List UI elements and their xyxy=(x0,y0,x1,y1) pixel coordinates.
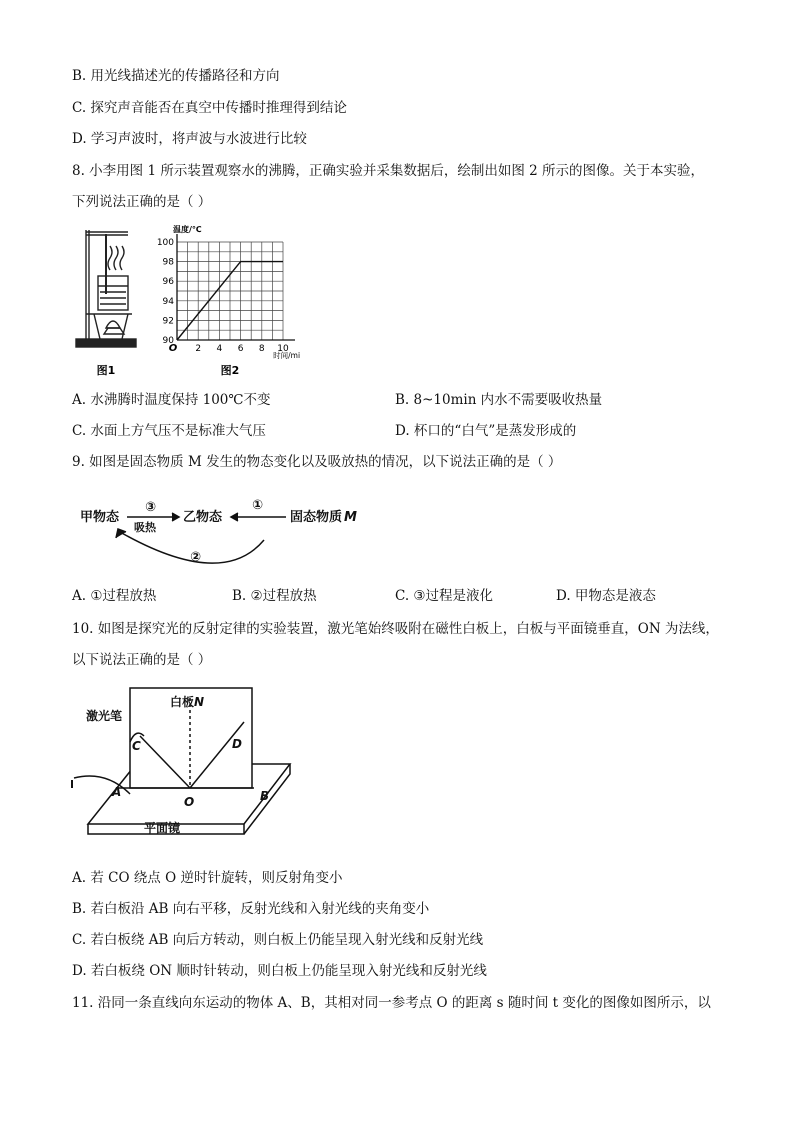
point-b-label: B xyxy=(260,789,270,803)
x-tick-label: 10 xyxy=(277,344,289,354)
q8-option-a[interactable]: A. 水沸腾时温度保持 100℃不变 xyxy=(72,392,271,408)
option-b-prev: B. 用光线描述光的传播路径和方向 xyxy=(72,68,280,84)
process-3-label: ③ xyxy=(145,500,157,515)
solid-m-variable: M xyxy=(344,510,357,525)
q10-option-b[interactable]: B. 若白板沿 AB 向右平移，反射光线和入射光线的夹角变小 xyxy=(72,901,430,917)
question-10-stem-cont: 以下说法正确的是（ ） xyxy=(72,652,212,668)
y-tick-label: 94 xyxy=(162,296,174,307)
y-tick-label: 98 xyxy=(162,257,174,268)
q10-option-c[interactable]: C. 若白板绕 AB 向后方转动，则白板上仍能呈现入射光线和反射光线 xyxy=(72,932,484,948)
question-9-figure xyxy=(72,490,372,580)
temperature-time-chart xyxy=(157,224,300,360)
option-d-prev: D. 学习声波时，将声波与水波进行比较 xyxy=(72,131,307,147)
point-c-label: C xyxy=(132,739,141,753)
x-tick-label: 6 xyxy=(237,344,244,354)
y-axis-label: 温度/℃ xyxy=(173,225,202,234)
arrow-3-head xyxy=(172,513,179,521)
point-n-label: N xyxy=(194,695,205,709)
question-9-stem: 9. 如图是固态物质 M 发生的物态变化以及吸放热的情况，以下说法正确的是（ ） xyxy=(72,454,562,470)
figure-1-caption: 图1 xyxy=(96,364,116,377)
x-tick-label: 2 xyxy=(195,344,202,354)
y-tick-label: 90 xyxy=(162,336,174,346)
x-tick-label: 4 xyxy=(216,344,223,354)
boiling-apparatus-illustration xyxy=(76,230,136,347)
question-11-stem: 11. 沿同一条直线向东运动的物体 A、B，其相对同一参考点 O 的距离 s 随时间 t 变化的图像如图所示，以 xyxy=(72,995,711,1011)
y-tick-label: 100 xyxy=(156,238,174,248)
question-8-figure xyxy=(70,222,300,382)
q9-option-b[interactable]: B. ②过程放热 xyxy=(232,588,317,604)
question-8-stem: 8. 小李用图 1 所示装置观察水的沸腾，正确实验并采集数据后，绘制出如图 2 所示的图像。关于本实验， xyxy=(72,163,705,179)
jia-state-label: 甲物态 xyxy=(80,510,120,525)
q10-option-d[interactable]: D. 若白板绕 ON 顺时针转动，则白板上仍能呈现入射光线和反射光线 xyxy=(72,963,487,979)
y-tick-label: 92 xyxy=(162,316,174,327)
yi-state-label: 乙物态 xyxy=(183,510,223,525)
figure-2-caption: 图2 xyxy=(220,364,240,377)
point-d-label: D xyxy=(232,737,242,751)
y-tick-label: 96 xyxy=(162,277,174,288)
process-2-label: ② xyxy=(190,550,202,565)
option-c-prev: C. 探究声音能否在真空中传播时推理得到结论 xyxy=(72,100,347,116)
q8-option-c[interactable]: C. 水面上方气压不是标准大气压 xyxy=(72,423,266,439)
absorb-heat-label: 吸热 xyxy=(134,521,156,534)
question-8-stem-cont: 下列说法正确的是（ ） xyxy=(72,194,212,210)
laser-pen-label: 激光笔 xyxy=(86,709,123,723)
question-10-figure xyxy=(66,684,306,854)
solid-m-label: 固态物质 xyxy=(290,510,343,525)
arrow-1-head xyxy=(231,513,238,521)
q8-option-d[interactable]: D. 杯口的“白气”是蒸发形成的 xyxy=(395,423,577,439)
q8-option-b[interactable]: B. 8~10min 内水不需要吸收热量 xyxy=(395,392,603,408)
question-10-stem: 10. 如图是探究光的反射定律的实验装置，激光笔始终吸附在磁性白板上，白板与平面镜垂直，ON 为法线， xyxy=(72,621,719,637)
q9-option-c[interactable]: C. ③过程是液化 xyxy=(395,588,494,604)
q10-option-a[interactable]: A. 若 CO 绕点 O 逆时针旋转，则反射角变小 xyxy=(72,870,343,886)
mirror-label: 平面镜 xyxy=(144,821,181,835)
process-1-label: ① xyxy=(252,498,264,513)
q9-option-a[interactable]: A. ①过程放热 xyxy=(72,588,157,604)
x-tick-label: 8 xyxy=(258,344,265,354)
board-label: 白板 xyxy=(170,695,195,709)
x-axis-label: 时间/mi xyxy=(273,351,300,360)
arrow-2-head xyxy=(116,529,126,538)
q9-option-d[interactable]: D. 甲物态是液态 xyxy=(556,588,656,604)
point-o-label: O xyxy=(184,795,195,809)
origin-label: O xyxy=(168,343,178,354)
point-a-label: A xyxy=(112,785,122,799)
